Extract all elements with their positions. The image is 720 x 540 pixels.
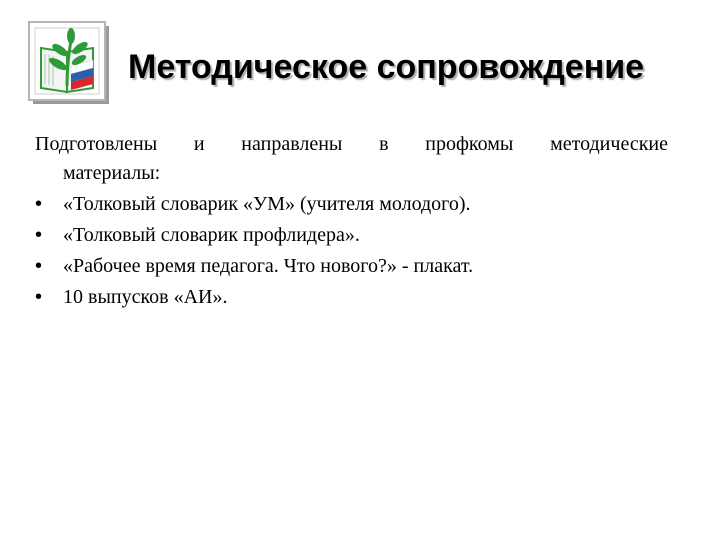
bullet-icon: •: [35, 224, 43, 246]
materials-list: [35, 190, 668, 312]
bullet-icon: •: [35, 193, 43, 215]
trade-union-logo-icon: [27, 20, 111, 106]
bullet-icon: •: [35, 286, 43, 308]
list-item: [35, 221, 668, 250]
intro-line-1: Подготовлены и направлены в профкомы методические: [35, 133, 668, 155]
intro-line-2: материалы:: [63, 162, 161, 184]
list-item-text: «Рабочее время педагога. Что нового?» - плакат.: [63, 255, 474, 277]
list-item-text: 10 выпусков «АИ».: [63, 286, 228, 308]
list-item: [35, 190, 668, 219]
intro-paragraph: [35, 130, 668, 188]
list-item: [35, 252, 668, 281]
bullet-icon: •: [35, 255, 43, 277]
slide-content: [35, 130, 668, 312]
list-item: [35, 283, 668, 312]
slide-title: Методическое сопровождение: [128, 48, 645, 86]
list-item-text: «Толковый словарик профлидера».: [63, 224, 360, 246]
list-item-text: «Толковый словарик «УМ» (учителя молодого).: [63, 193, 471, 215]
